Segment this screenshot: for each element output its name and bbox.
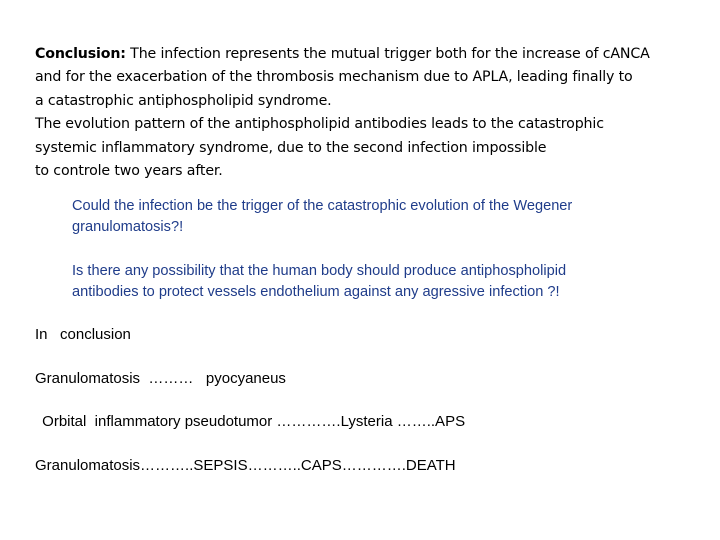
chain-line-granulomatosis-pyocyaneus: Granulomatosis ……… pyocyaneus [35,370,286,387]
question-line: Is there any possibility that the human body should produce antiphospholipid [72,263,567,279]
conclusion-line-1-text: The infection represents the mutual trigger both for the increase of cANCA [125,46,650,62]
chain-line-death: Granulomatosis………..SEPSIS………..CAPS………….DEATH [35,457,456,474]
conclusion-line-4: The evolution pattern of the antiphospholipid antibodies leads to the catastrophic [35,116,604,133]
conclusion-line-5: systemic inflammatory syndrome, due to the second infection impossible [35,139,547,156]
conclusion-line-2: and for the exacerbation of the thrombosis mechanism due to APLA, leading finally to [35,69,633,86]
conclusion-line-3: a catastrophic antiphospholipid syndrome. [35,92,332,109]
chain-line-orbital-pseudotumor: Orbital inflammatory pseudotumor ………….Lysteria ……..APS [38,413,466,430]
conclusion-line-6: to controle two years after. [35,163,223,180]
question-line: granulomatosis?! [72,219,184,235]
question-trigger [72,196,702,238]
in-conclusion-heading: In conclusion [35,326,131,343]
question-antibodies [72,261,702,303]
conclusion-line-1 [35,43,705,66]
question-line: Could the infection be the trigger of the catastrophic evolution of the Wegener [72,198,573,214]
conclusion-label: Conclusion: [35,46,126,62]
question-line: antibodies to protect vessels endothelium against any agressive infection ?! [72,284,560,300]
conclusion-paragraph [35,43,705,183]
